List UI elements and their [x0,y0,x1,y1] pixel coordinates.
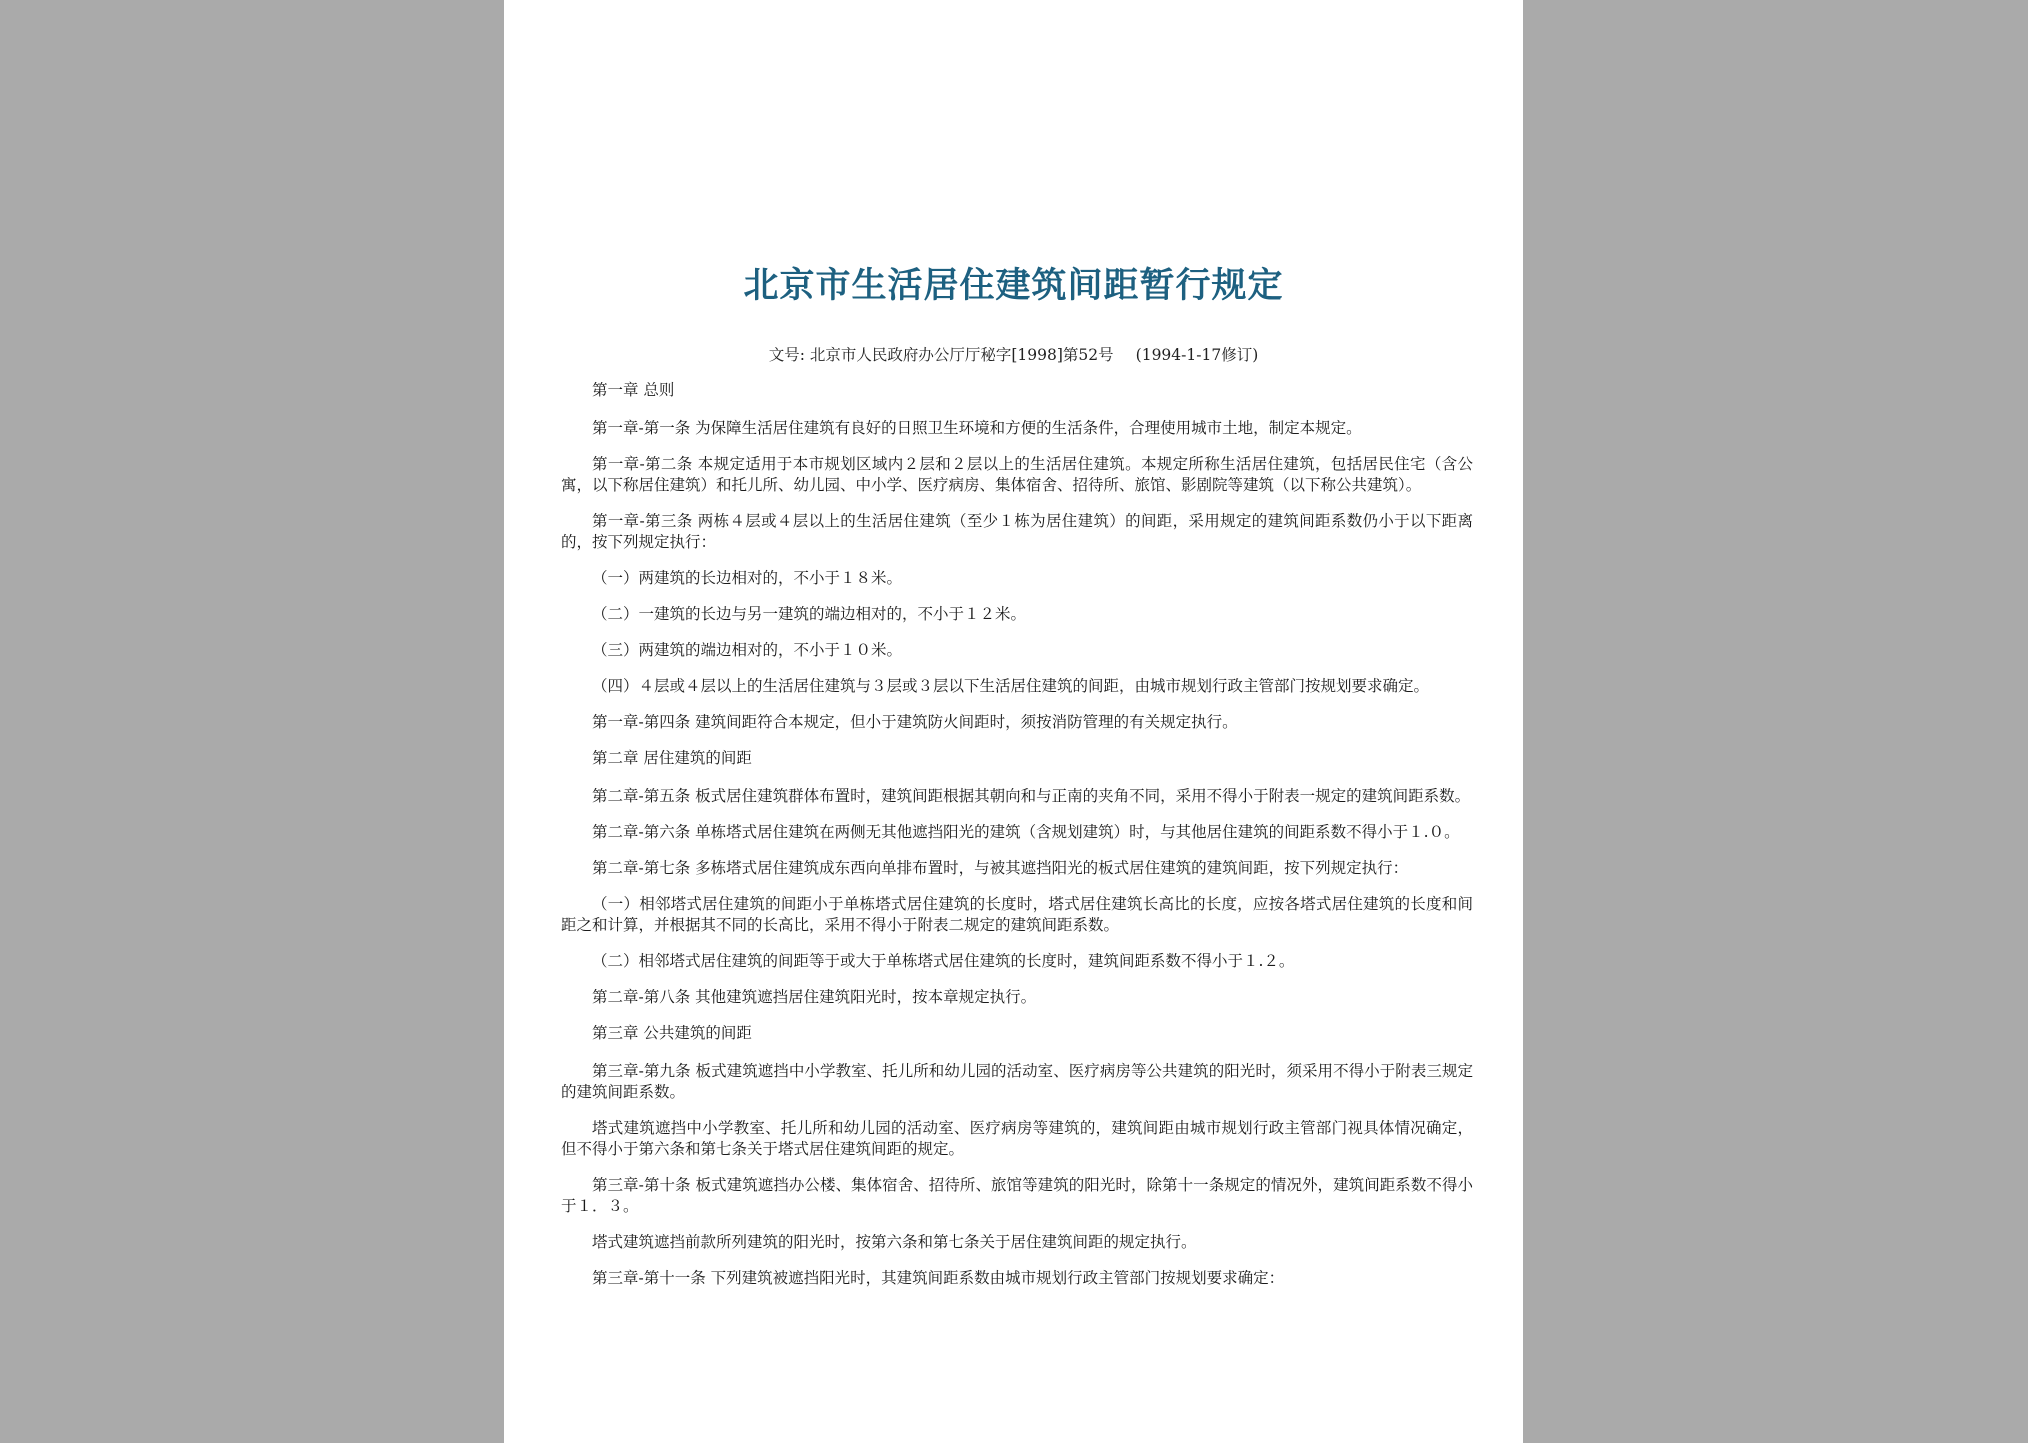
document-number-line [504,344,1523,366]
article-paragraph: 第二章-第七条 多栋塔式居住建筑成东西向单排布置时，与被其遮挡阳光的板式居住建筑的建筑间距，按下列规定执行： [592,859,1409,877]
article-paragraph: 第三章-第十一条 下列建筑被遮挡阳光时，其建筑间距系数由城市规划行政主管部门按规划要求确定： [592,1269,1285,1287]
article-paragraph: 第一章-第二条 本规定适用于本市规划区域内２层和２层以上的生活居住建筑。本规定所称生活居住建筑，包括居民住宅（含公寓，以下称居住建筑）和托儿所、幼儿园、中小学、医疗病房、集体宿舍、招待所、旅馆、影剧院等建筑（以下称公共建筑）。 [561,455,1473,494]
revision-date: (1994-1-17修订) [1135,346,1259,364]
article-paragraph: 塔式建筑遮挡前款所列建筑的阳光时，按第六条和第七条关于居住建筑间距的规定执行。 [592,1233,1197,1251]
article-paragraph: 塔式建筑遮挡中小学教室、托儿所和幼儿园的活动室、医疗病房等建筑的，建筑间距由城市规划行政主管部门视具体情况确定，但不得小于第六条和第七条关于塔式居住建筑间距的规定。 [561,1119,1473,1158]
list-item: （四）４层或４层以上的生活居住建筑与３层或３层以下生活居住建筑的间距，由城市规划行政主管部门按规划要求确定。 [592,677,1430,695]
article-paragraph: 第二章-第八条 其他建筑遮挡居住建筑阳光时，按本章规定执行。 [592,988,1037,1006]
article-paragraph: 第一章-第四条 建筑间距符合本规定，但小于建筑防火间距时，须按消防管理的有关规定执行。 [592,713,1238,731]
document-title: 北京市生活居住建筑间距暂行规定 [743,265,1284,306]
document-body [561,380,1473,1304]
article-paragraph: 第二章-第五条 板式居住建筑群体布置时，建筑间距根据其朝向和与正南的夹角不同，采用不得小于附表一规定的建筑间距系数。 [592,787,1471,805]
chapter-heading: 第一章 总则 [592,381,675,399]
list-item: （二）一建筑的长边与另一建筑的端边相对的，不小于１２米。 [592,605,1027,623]
chapter-heading: 第二章 居住建筑的间距 [592,749,752,767]
list-item: （一）两建筑的长边相对的，不小于１８米。 [592,569,903,587]
document-page [504,0,1523,1443]
list-item: （三）两建筑的端边相对的，不小于１０米。 [592,641,903,659]
article-paragraph: 第一章-第三条 两栋４层或４层以上的生活居住建筑（至少１栋为居住建筑）的间距，采用规定的建筑间距系数仍小于以下距离的，按下列规定执行： [561,512,1473,551]
chapter-heading: 第三章 公共建筑的间距 [592,1024,752,1042]
article-paragraph: 第三章-第九条 板式建筑遮挡中小学教室、托儿所和幼儿园的活动室、医疗病房等公共建筑的阳光时，须采用不得小于附表三规定的建筑间距系数。 [561,1062,1473,1101]
list-item: （一）相邻塔式居住建筑的间距小于单栋塔式居住建筑的长度时，塔式居住建筑长高比的长度，应按各塔式居住建筑的长度和间距之和计算，并根据其不同的长高比，采用不得小于附表二规定的建筑间距系数。 [561,895,1473,934]
list-item: （二）相邻塔式居住建筑的间距等于或大于单栋塔式居住建筑的长度时，建筑间距系数不得小于１.２。 [592,952,1295,970]
article-paragraph: 第一章-第一条 为保障生活居住建筑有良好的日照卫生环境和方便的生活条件，合理使用城市土地，制定本规定。 [592,419,1362,437]
article-paragraph: 第三章-第十条 板式建筑遮挡办公楼、集体宿舍、招待所、旅馆等建筑的阳光时，除第十一条规定的情况外，建筑间距系数不得小于１．３。 [561,1176,1473,1215]
article-paragraph: 第二章-第六条 单栋塔式居住建筑在两侧无其他遮挡阳光的建筑（含规划建筑）时，与其他居住建筑的间距系数不得小于１.０。 [592,823,1460,841]
document-number: 文号: 北京市人民政府办公厅厅秘字[1998]第52号 [768,346,1114,364]
